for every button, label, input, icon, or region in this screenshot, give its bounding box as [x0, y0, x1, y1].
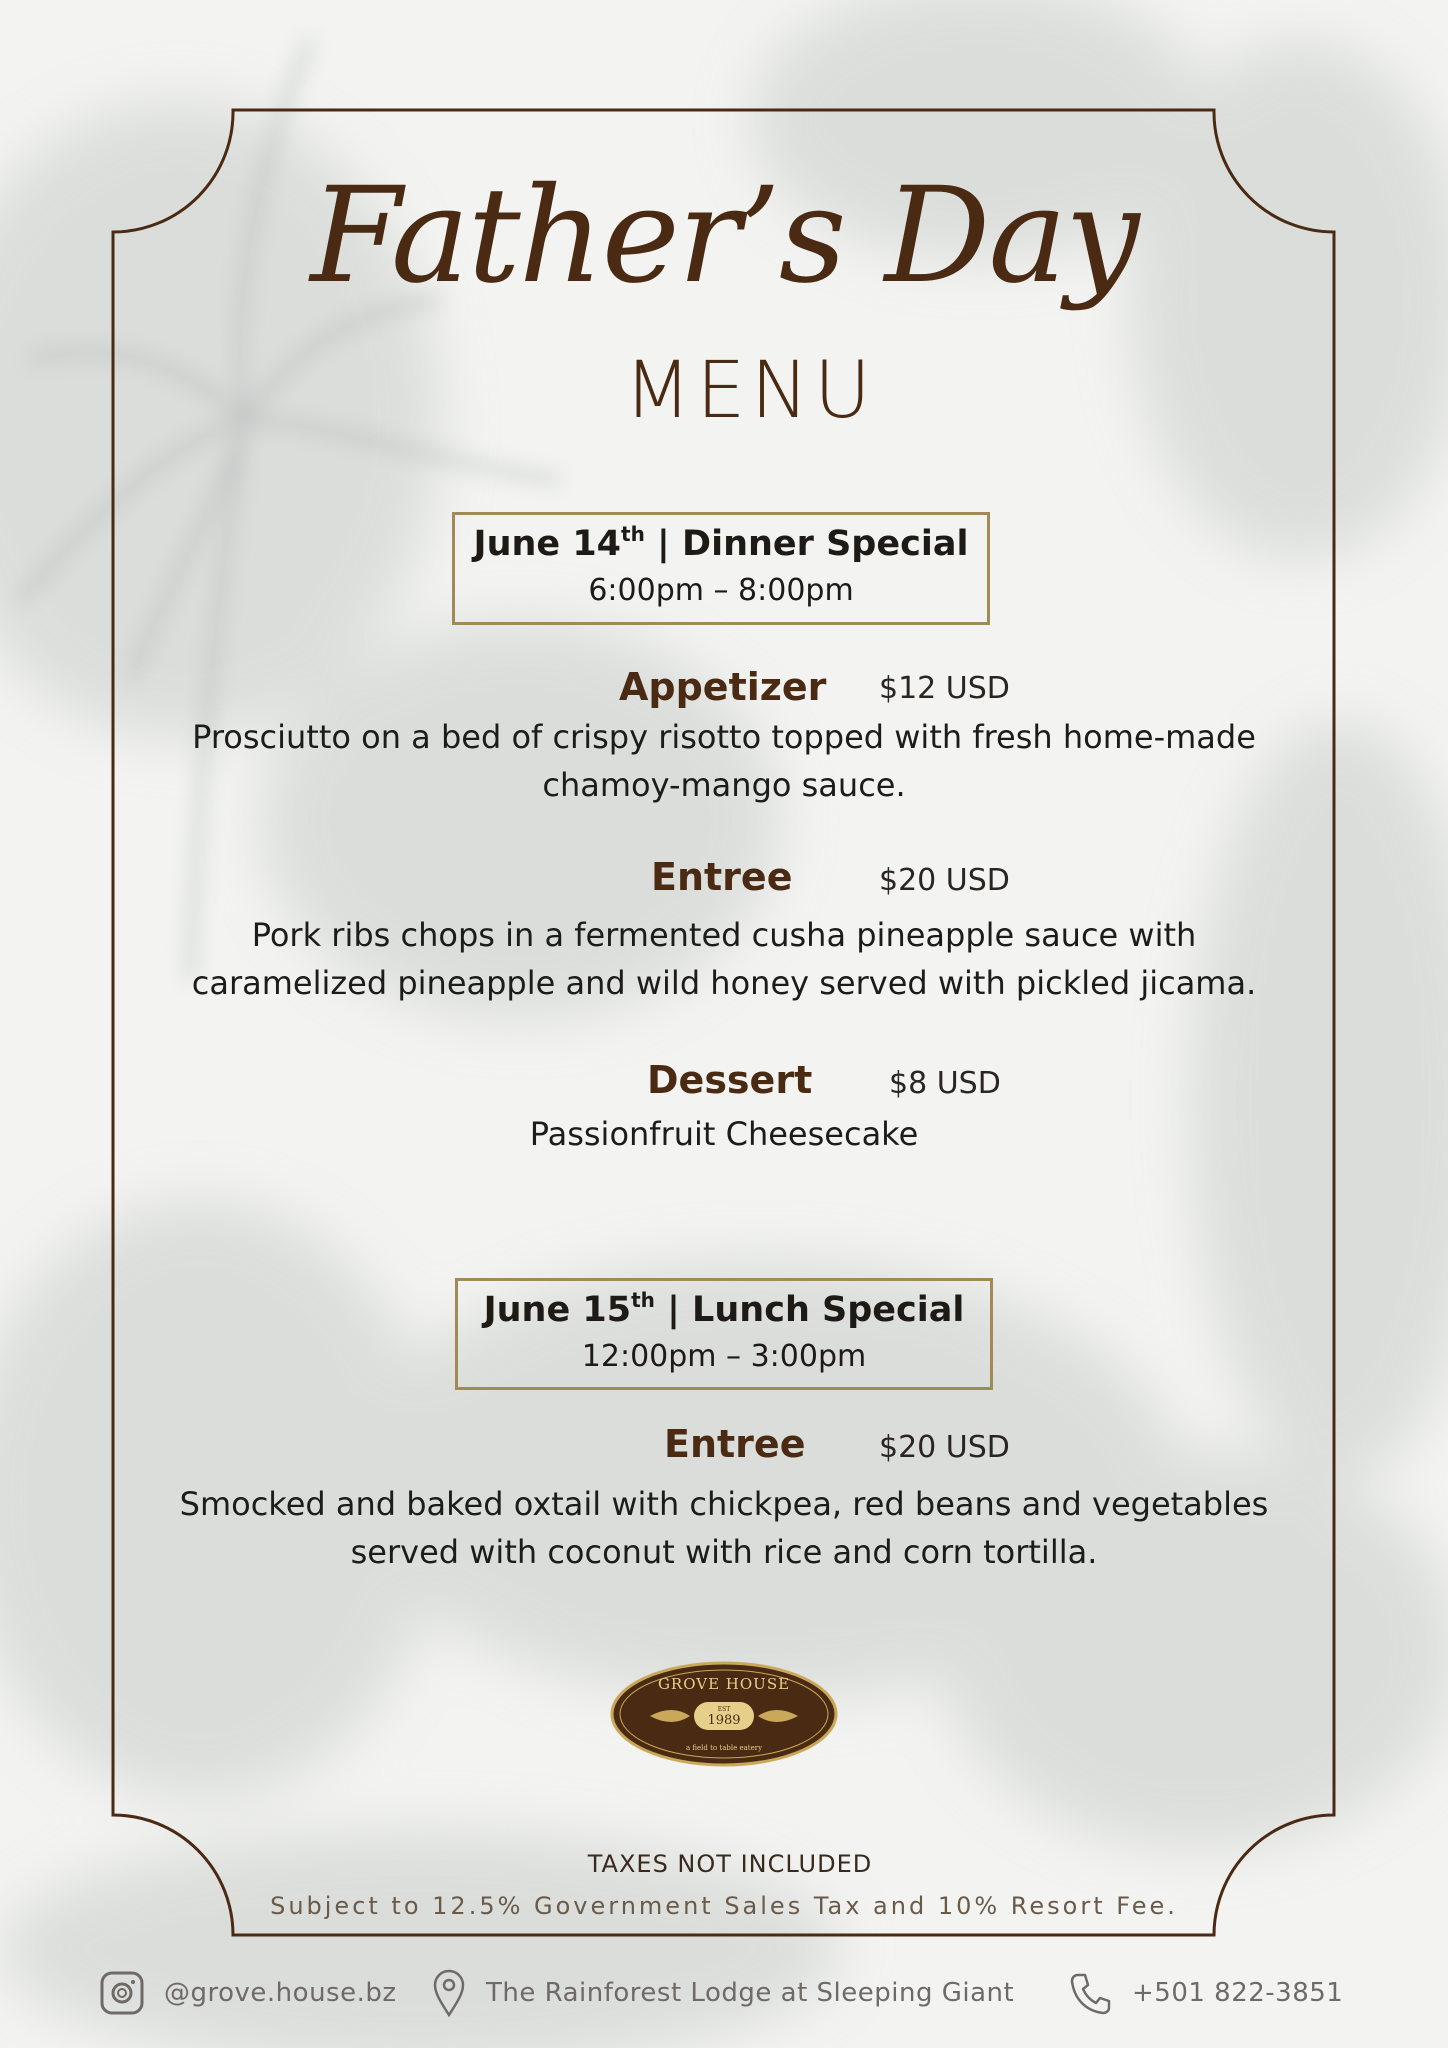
location-pin-icon	[432, 1969, 466, 2017]
footer-phone[interactable]	[1068, 1970, 1343, 2016]
taxes-heading: TAXES NOT INCLUDED	[587, 1850, 873, 1878]
course-price-appetizer: $12 USD	[879, 671, 1010, 706]
dinner-special-box	[452, 512, 990, 625]
menu-title: MENU	[623, 346, 877, 436]
course-price-entree-dinner: $20 USD	[879, 863, 1010, 898]
taxes-note: Subject to 12.5% Government Sales Tax and 10% Resort Fee.	[270, 1892, 1178, 1920]
dinner-special-title: June 14th | Dinner Special	[473, 522, 969, 564]
course-name-appetizer: Appetizer	[619, 665, 827, 709]
course-name-entree-lunch: Entree	[664, 1422, 806, 1466]
course-price-dessert: $8 USD	[889, 1066, 1001, 1101]
lunch-special-time: 12:00pm – 3:00pm	[581, 1339, 867, 1374]
footer-location[interactable]	[432, 1970, 1014, 2016]
instagram-icon	[100, 1971, 144, 2015]
course-description-entree-lunch: Smocked and baked oxtail with chickpea, red beans and vegetables served with coconut with rice and corn tortilla.	[179, 1485, 1269, 1571]
course-name-entree-dinner: Entree	[651, 855, 793, 899]
phone-number: +501 822-3851	[1132, 1978, 1344, 2008]
course-price-entree-lunch: $20 USD	[879, 1430, 1010, 1465]
menu-title-script: Father’s Day	[310, 159, 1138, 313]
course-description-entree-dinner: Pork ribs chops in a fermented cusha pineapple sauce with caramelized pineapple and wild honey served with pickled jicama.	[191, 916, 1257, 1002]
svg-text:1989: 1989	[707, 1713, 741, 1728]
phone-icon	[1068, 1971, 1112, 2015]
dinner-special-time: 6:00pm – 8:00pm	[588, 573, 854, 608]
svg-text:a field to table eatery: a field to table eatery	[685, 1744, 763, 1752]
grove-house-logo	[610, 1660, 838, 1768]
lunch-special-title: June 15th | Lunch Special	[483, 1288, 965, 1330]
course-name-dessert: Dessert	[647, 1058, 813, 1102]
course-description-dessert: Passionfruit Cheesecake	[529, 1115, 919, 1153]
svg-text:EST: EST	[717, 1706, 731, 1713]
course-description-appetizer: Prosciutto on a bed of crispy risotto topped with fresh home-made chamoy-mango sauce.	[192, 718, 1256, 804]
svg-text:GROVE HOUSE: GROVE HOUSE	[657, 1675, 791, 1693]
instagram-handle: @grove.house.bz	[164, 1978, 397, 2008]
lunch-special-box	[455, 1278, 993, 1390]
location-text: The Rainforest Lodge at Sleeping Giant	[486, 1978, 1015, 2008]
footer-instagram[interactable]	[100, 1970, 397, 2016]
